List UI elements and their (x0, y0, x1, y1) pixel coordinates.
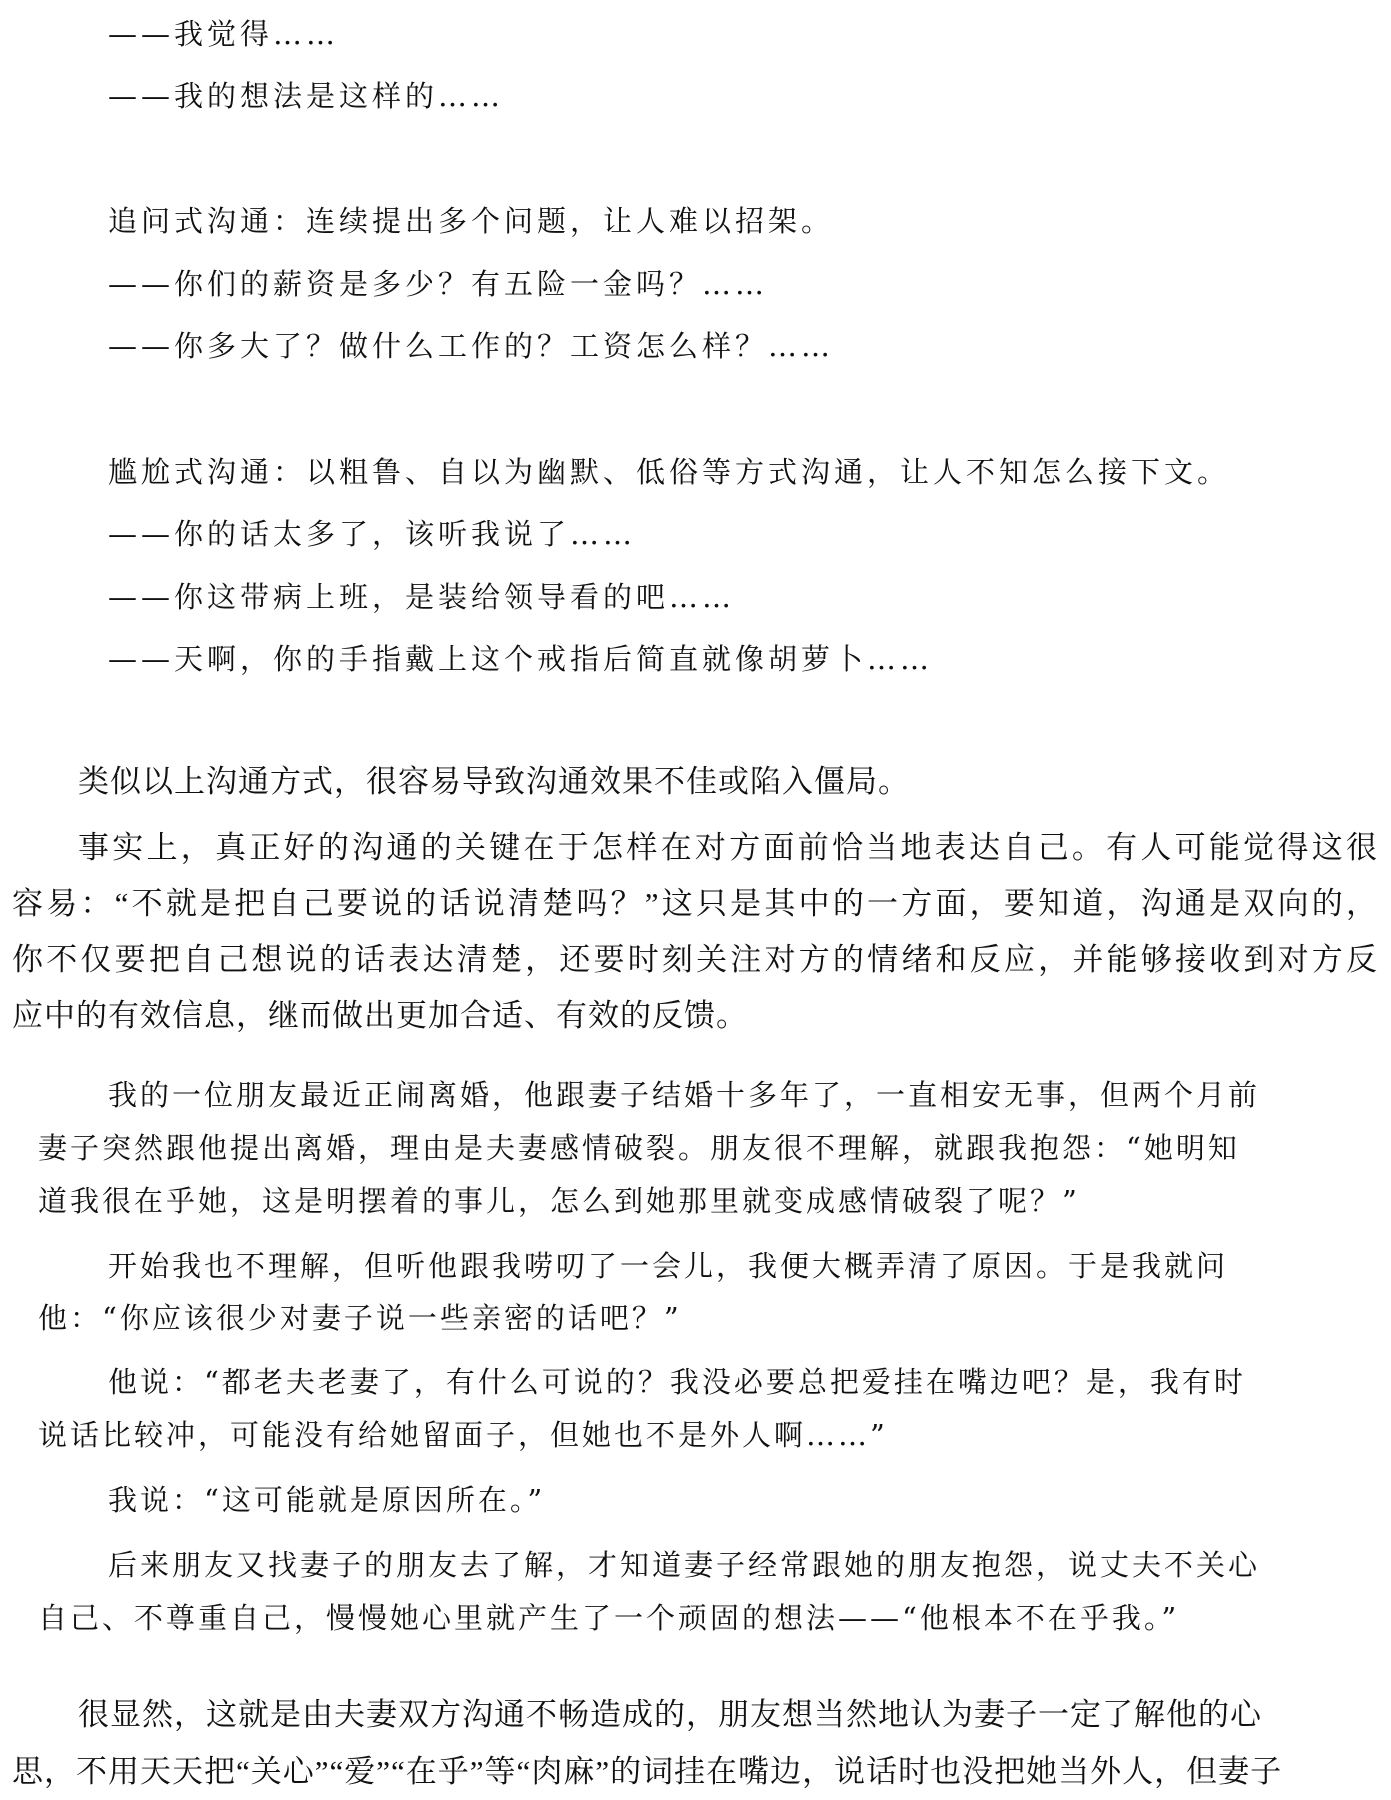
example-heading: 追问式沟通：连续提出多个问题，让人难以招架。 (108, 204, 835, 238)
story-line: 说话比较冲，可能没有给她留面子，但她也不是外人啊……” (38, 1418, 888, 1452)
example-line: ——你们的薪资是多少？有五险一金吗？…… (108, 267, 769, 301)
story-line: 妻子突然跟他提出离婚，理由是夫妻感情破裂。朋友很不理解，就跟我抱怨：“她明知 (38, 1131, 1240, 1165)
example-line: ——我觉得…… (108, 17, 340, 51)
story-line: 他：“你应该很少对妻子说一些亲密的话吧？” (38, 1301, 682, 1335)
body-paragraph-line: 你不仅要把自己想说的话表达清楚，还要时刻关注对方的情绪和反应，并能够接收到对方反 (12, 942, 1378, 977)
story-line: 自己、不尊重自己，慢慢她心里就产生了一个顽固的想法——“他根本不在乎我。” (38, 1601, 1180, 1635)
body-paragraph-line: 应中的有效信息，继而做出更加合适、有效的反馈。 (12, 998, 748, 1033)
story-line: 开始我也不理解，但听他跟我唠叨了一会儿，我便大概弄清了原因。于是我就问 (108, 1249, 1229, 1283)
story-line: 道我很在乎她，这是明摆着的事儿，怎么到她那里就变成感情破裂了呢？” (38, 1184, 1080, 1218)
example-line: ——天啊，你的手指戴上这个戒指后简直就像胡萝卜…… (108, 642, 934, 676)
body-paragraph-line: 思，不用天天把“关心”“爱”“在乎”等“肉麻”的词挂在嘴边，说话时也没把她当外人，但妻子 (12, 1754, 1283, 1789)
story-line: 我的一位朋友最近正闹离婚，他跟妻子结婚十多年了，一直相安无事，但两个月前 (108, 1078, 1261, 1112)
story-line: 我说：“这可能就是原因所在。” (108, 1483, 546, 1517)
example-line: ——你多大了？做什么工作的？工资怎么样？…… (108, 329, 835, 363)
story-line: 后来朋友又找妻子的朋友去了解，才知道妻子经常跟她的朋友抱怨，说丈夫不关心 (108, 1548, 1261, 1582)
body-paragraph-line: 很显然，这就是由夫妻双方沟通不畅造成的，朋友想当然地认为妻子一定了解他的心 (78, 1697, 1262, 1732)
story-line: 他说：“都老夫老妻了，有什么可说的？我没必要总把爱挂在嘴边吧？是，我有时 (108, 1365, 1246, 1399)
example-line: ——我的想法是这样的…… (108, 79, 505, 113)
example-line: ——你这带病上班，是装给领导看的吧…… (108, 580, 736, 614)
body-paragraph-line: 事实上，真正好的沟通的关键在于怎样在对方面前恰当地表达自己。有人可能觉得这很 (78, 830, 1378, 865)
example-line: ——你的话太多了，该听我说了…… (108, 517, 637, 551)
body-paragraph-line: 类似以上沟通方式，很容易导致沟通效果不佳或陷入僵局。 (78, 764, 910, 799)
body-paragraph-line: 容易：“不就是把自己要说的话说清楚吗？”这只是其中的一方面，要知道，沟通是双向的， (12, 886, 1378, 921)
example-heading: 尴尬式沟通：以粗鲁、自以为幽默、低俗等方式沟通，让人不知怎么接下文。 (108, 455, 1231, 489)
